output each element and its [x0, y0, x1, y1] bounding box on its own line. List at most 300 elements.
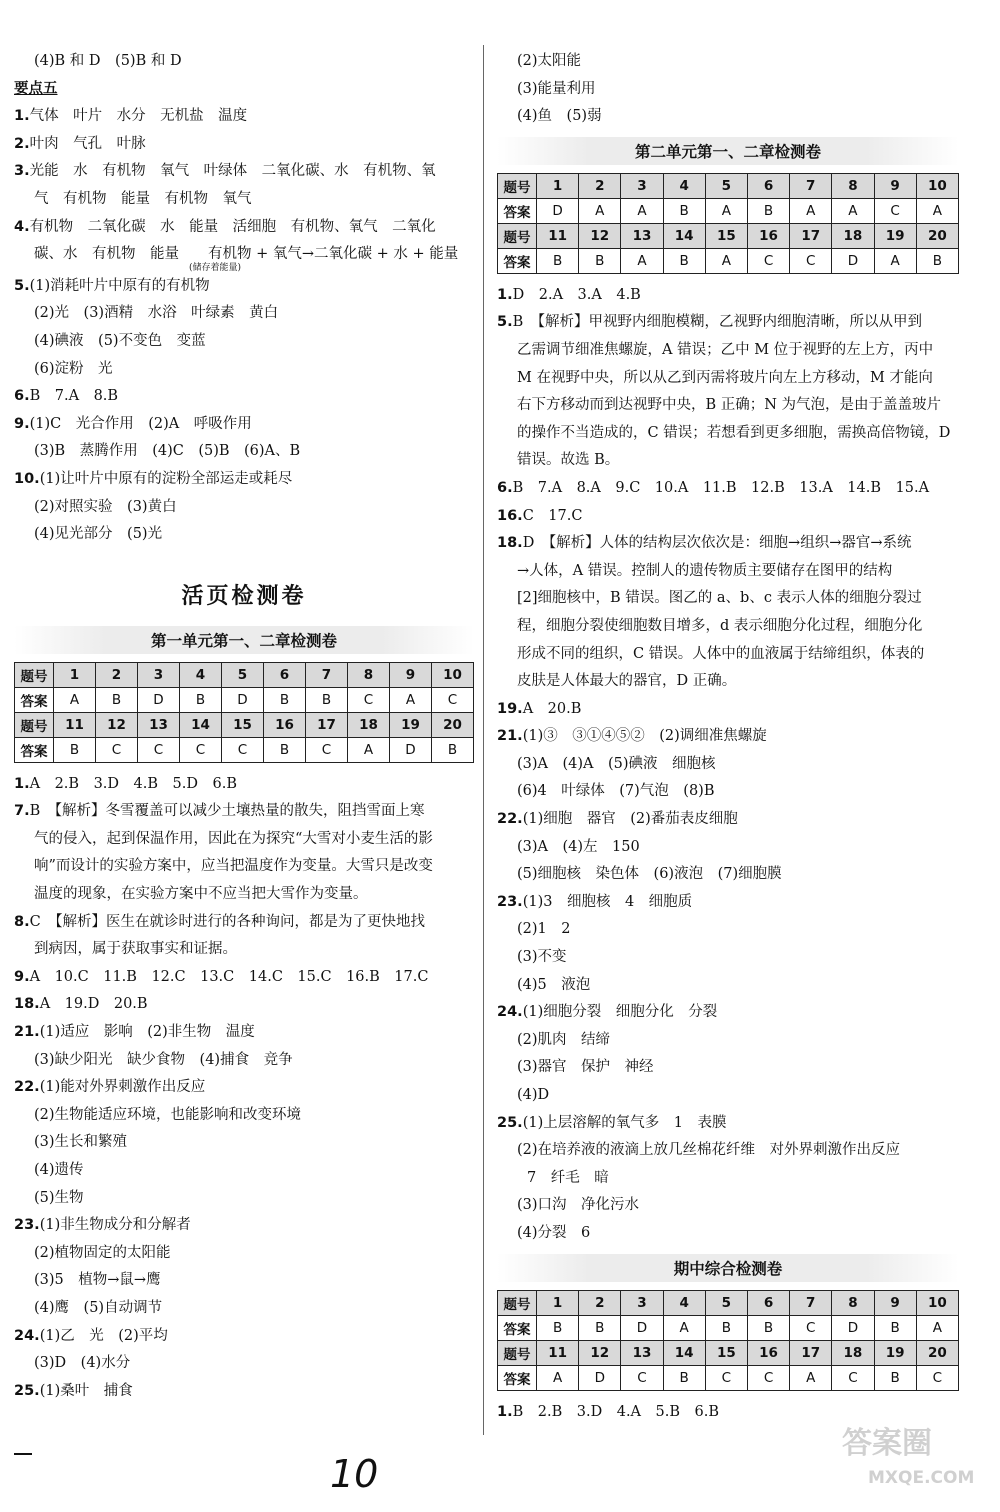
answer-line	[14, 826, 474, 854]
watermark-logo: 答案圈	[842, 1426, 932, 1461]
answer-text: 乙需调节细准焦螺旋，A 错误；乙中 M 位于视野的左上方，丙中	[517, 341, 934, 358]
question-number-cell: 7	[306, 662, 348, 687]
question-number-cell: 13	[621, 1340, 663, 1365]
answer-text: (2)肌肉 结缔	[517, 1031, 611, 1048]
answer-text: (4)D	[517, 1087, 550, 1103]
section1-lines	[14, 771, 474, 1406]
answer-line	[497, 861, 959, 889]
answer-text: (1)细胞分裂 细胞分化 分裂	[522, 1004, 718, 1021]
answer-cell: B	[54, 737, 96, 762]
answer-cell: A	[705, 248, 747, 273]
question-number-cell: 13	[621, 223, 663, 248]
answer-text: (3)不变	[517, 949, 567, 966]
answer-line	[497, 309, 959, 337]
row-label: 答案	[498, 1365, 537, 1390]
answer-line	[14, 1350, 474, 1378]
question-number-cell: 7	[790, 173, 832, 198]
answer-line	[14, 328, 474, 356]
answer-cell: A	[790, 198, 832, 223]
answer-text: 7 纤毛 暗	[527, 1169, 609, 1186]
answer-row	[498, 1315, 959, 1340]
answer-line	[14, 991, 474, 1019]
question-number-cell: 9	[874, 173, 916, 198]
question-number-cell: 13	[138, 712, 180, 737]
answer-cell: D	[390, 737, 432, 762]
answer-cell: B	[579, 1315, 621, 1340]
right-column	[497, 48, 959, 1426]
question-number-cell: 19	[874, 223, 916, 248]
question-number-cell: 11	[54, 712, 96, 737]
answer-text: (1)能对外界刺激作出反应	[39, 1079, 206, 1096]
answer-cell: A	[705, 198, 747, 223]
question-number-cell: 14	[663, 223, 705, 248]
question-number-cell: 2	[96, 662, 138, 687]
answer-cell: D	[222, 687, 264, 712]
answer-line	[14, 881, 474, 909]
question-number-row	[498, 173, 959, 198]
question-number: 6.	[14, 388, 30, 405]
answer-cell: A	[390, 687, 432, 712]
question-number-row	[498, 1340, 959, 1365]
answer-cell: C	[138, 737, 180, 762]
answer-line	[14, 411, 474, 439]
answer-line	[14, 273, 474, 301]
answer-cell: B	[432, 737, 474, 762]
answer-line	[497, 751, 959, 779]
answer-line	[497, 668, 959, 696]
answer-line	[14, 1323, 474, 1351]
answer-cell: A	[621, 248, 663, 273]
question-number: 21.	[14, 1024, 40, 1041]
question-number-cell: 1	[54, 662, 96, 687]
answer-row	[498, 248, 959, 273]
answer-cell: C	[348, 687, 390, 712]
handwritten-page-number: 10	[330, 1452, 379, 1496]
answer-cell: A	[537, 1365, 579, 1390]
question-number: 22.	[14, 1079, 40, 1096]
answer-cell: A	[832, 198, 874, 223]
key-point-lines	[14, 103, 474, 269]
question-number-cell: 5	[705, 1290, 747, 1315]
answer-line	[14, 964, 474, 992]
answer-line	[14, 853, 474, 881]
answer-line	[497, 834, 959, 862]
question-number-cell: 6	[747, 1290, 789, 1315]
question-number-cell: 8	[832, 1290, 874, 1315]
answer-text: (4)碘液 (5)不变色 变蓝	[34, 332, 206, 349]
section3-title: 期中综合检测卷	[497, 1254, 959, 1282]
answer-text: (3)B 蒸腾作用 (4)C (5)B (6)A、B	[34, 443, 301, 460]
answer-text: (2)太阳能	[517, 53, 582, 69]
answer-line	[497, 530, 959, 558]
answer-text: (6)淀粉 光	[34, 360, 113, 377]
answer-text: (3)D (4)水分	[34, 1355, 131, 1372]
answer-line	[497, 1110, 959, 1138]
question-number: 25.	[497, 1114, 523, 1131]
right-top-lines	[497, 48, 959, 131]
answer-cell: B	[306, 687, 348, 712]
answer-line	[14, 1019, 474, 1047]
footer-bar	[14, 1453, 32, 1455]
answer-line	[14, 1295, 474, 1323]
answer-line	[497, 641, 959, 669]
answer-cell: B	[180, 687, 222, 712]
answer-cell: D	[138, 687, 180, 712]
answer-line	[14, 1102, 474, 1130]
answer-cell: D	[579, 1365, 621, 1390]
answer-cell: C	[621, 1365, 663, 1390]
answer-line	[497, 613, 959, 641]
answer-line	[497, 1054, 959, 1082]
answer-cell: B	[663, 248, 705, 273]
question-number-cell: 5	[222, 662, 264, 687]
answer-cell: C	[747, 1365, 789, 1390]
question-number-cell: 1	[537, 173, 579, 198]
row-label: 答案	[498, 1315, 537, 1340]
question-number: 19.	[497, 700, 523, 717]
row-label: 题号	[498, 1290, 537, 1315]
answer-text: (2)在培养液的液滴上放几丝棉花纤维 对外界刺激作出反应	[517, 1142, 901, 1159]
answer-text: (3)缺少阳光 缺少食物 (4)捕食 竞争	[34, 1051, 293, 1068]
question-number: 24.	[497, 1004, 523, 1021]
question-number: 5.	[14, 277, 30, 294]
answer-line	[497, 48, 959, 76]
question-number-cell: 15	[705, 223, 747, 248]
answer-line	[14, 798, 474, 826]
question-number: 5.	[497, 314, 513, 331]
question-number: 24.	[14, 1327, 40, 1344]
answer-text: (1)非生物成分和分解者	[39, 1217, 191, 1234]
answer-text: A 19.D 20.B	[39, 996, 148, 1013]
section1-answer-table	[14, 662, 474, 763]
answer-line	[497, 1082, 959, 1110]
answer-row	[498, 198, 959, 223]
answer-line	[497, 778, 959, 806]
answer-text: B 2.B 3.D 4.A 5.B 6.B	[512, 1403, 720, 1420]
question-number-cell: 11	[537, 223, 579, 248]
answer-line	[497, 585, 959, 613]
answer-line	[14, 383, 474, 411]
question-number-cell: 9	[874, 1290, 916, 1315]
answer-line	[497, 1137, 959, 1165]
question-number-cell: 19	[874, 1340, 916, 1365]
answer-line	[497, 282, 959, 310]
answer-cell: D	[621, 1315, 663, 1340]
question-number: 2.	[14, 135, 30, 152]
question-number-cell: 14	[180, 712, 222, 737]
question-number-cell: 18	[832, 1340, 874, 1365]
question-number: 23.	[497, 893, 523, 910]
answer-text: D 【解析】人体的结构层次依次是：细胞→组织→器官→系统	[522, 535, 912, 552]
question-number-cell: 10	[916, 1290, 958, 1315]
question-number-cell: 3	[621, 173, 663, 198]
answer-text: (5)细胞核 染色体 (6)液泡 (7)细胞膜	[517, 866, 782, 883]
answer-line	[497, 420, 959, 448]
question-number: 18.	[14, 996, 40, 1013]
answer-line	[14, 494, 474, 522]
answer-text: 的操作不当造成的，C 错误；若想看到更多细胞，需换高倍物镜，D	[517, 424, 951, 441]
answer-line	[14, 103, 474, 131]
answer-text: 气体 叶片 水分 无机盐 温度	[29, 108, 248, 125]
answer-line	[14, 438, 474, 466]
question-number: 9.	[14, 415, 30, 432]
answer-text: 光能 水 有机物 氧气 叶绿体 二氧化碳、水 有机物、氧	[29, 163, 436, 180]
answer-line	[497, 889, 959, 917]
answer-text: 有机物 二氧化碳 水 能量 活细胞 有机物、氧气 二氧化	[29, 218, 436, 235]
answer-cell: B	[663, 1365, 705, 1390]
answer-line	[497, 337, 959, 365]
answer-cell: C	[432, 687, 474, 712]
answer-text: M 在视野中央，所以从乙到丙需将玻片向左上方移动，M 才能向	[517, 369, 933, 386]
answer-cell: D	[832, 1315, 874, 1340]
answer-cell: B	[264, 737, 306, 762]
answer-line	[497, 365, 959, 393]
row-label: 答案	[498, 248, 537, 273]
row-label: 答案	[15, 737, 54, 762]
answer-cell: A	[916, 198, 958, 223]
answer-line	[14, 936, 474, 964]
answer-cell: A	[916, 1315, 958, 1340]
answer-line	[497, 475, 959, 503]
question-number: 6.	[497, 479, 513, 496]
answer-line	[497, 103, 959, 131]
answer-text: (3)A (4)左 150	[517, 838, 640, 855]
answer-cell: A	[663, 1315, 705, 1340]
answer-cell: B	[264, 687, 306, 712]
question-number: 10.	[14, 470, 40, 487]
question-number: 1.	[497, 286, 513, 303]
question-number-cell: 3	[138, 662, 180, 687]
answer-row	[498, 1365, 959, 1390]
answer-text: (3)A (4)A (5)碘液 细胞核	[517, 755, 716, 772]
answer-text: (3)口沟 净化污水	[517, 1197, 640, 1214]
answer-text: (1)上层溶解的氧气多 1 表膜	[522, 1114, 727, 1131]
answer-text: (2)植物固定的太阳能	[34, 1244, 171, 1261]
answer-cell: C	[747, 248, 789, 273]
question-number: 18.	[497, 535, 523, 552]
answer-line	[14, 1212, 474, 1240]
answer-text: D 2.A 3.A 4.B	[512, 286, 641, 303]
question-number-cell: 10	[432, 662, 474, 687]
answer-cell: B	[96, 687, 138, 712]
answer-cell: A	[790, 1365, 832, 1390]
answer-cell: A	[579, 198, 621, 223]
answer-text: 气 有机物 能量 有机物 氧气	[34, 190, 252, 207]
column-divider	[483, 45, 484, 1435]
answer-text: A 10.C 11.B 12.C 13.C 14.C 15.C 16.B 17.C	[29, 968, 429, 985]
answer-cell: D	[832, 248, 874, 273]
question-number-cell: 1	[537, 1290, 579, 1315]
answer-cell: C	[832, 1365, 874, 1390]
answer-text: (4)5 液泡	[517, 976, 591, 993]
row-label: 题号	[498, 173, 537, 198]
question-number-cell: 15	[222, 712, 264, 737]
answer-text: B 【解析】甲视野内细胞模糊，乙视野内细胞清晰，所以从甲到	[512, 314, 923, 331]
answer-text: A 2.B 3.D 4.B 5.D 6.B	[29, 775, 237, 792]
section2-answer-table	[497, 173, 959, 274]
answer-text: 响”而设计的实验方案中，应当把温度作为变量。大雪只是改变	[34, 858, 433, 875]
question-number-cell: 9	[390, 662, 432, 687]
question-number-cell: 16	[264, 712, 306, 737]
left-top-lines	[14, 48, 474, 76]
question-number: 1.	[497, 1403, 513, 1420]
answer-cell: B	[537, 248, 579, 273]
question-number-cell: 4	[663, 1290, 705, 1315]
answer-text: (1)乙 光 (2)平均	[39, 1327, 168, 1344]
answer-cell: B	[663, 198, 705, 223]
answer-text: (2)生物能适应环境，也能影响和改变环境	[34, 1106, 302, 1123]
answer-text: 错误。故选 B。	[517, 452, 620, 469]
section2-lines	[497, 282, 959, 1248]
answer-cell: B	[874, 1315, 916, 1340]
answer-line	[497, 1220, 959, 1248]
answer-line	[497, 392, 959, 420]
answer-cell: B	[747, 198, 789, 223]
answer-text: (5)生物	[34, 1189, 84, 1206]
answer-line	[14, 48, 474, 76]
answer-line	[497, 944, 959, 972]
row-label: 题号	[498, 223, 537, 248]
left-column	[14, 48, 474, 1405]
question-number-cell: 12	[579, 223, 621, 248]
answer-text: (1)消耗叶片中原有的有机物	[29, 277, 210, 294]
answer-text: (4)遗传	[34, 1162, 84, 1178]
question-number-row	[498, 1290, 959, 1315]
answer-line	[14, 300, 474, 328]
question-number: 8.	[14, 913, 30, 930]
answer-line	[14, 1129, 474, 1157]
answer-cell: B	[705, 1315, 747, 1340]
question-number-cell: 5	[705, 173, 747, 198]
question-number: 7.	[14, 803, 30, 820]
answer-line	[14, 466, 474, 494]
question-number-cell: 4	[663, 173, 705, 198]
answer-text: (1)C 光合作用 (2)A 呼吸作用	[29, 415, 252, 432]
answer-cell: C	[96, 737, 138, 762]
answer-text: B 7.A 8.A 9.C 10.A 11.B 12.B 13.A 14.B 15.A	[512, 479, 930, 496]
answer-text: (1)细胞 器官 (2)番茄表皮细胞	[522, 811, 738, 828]
big-title: 活页检测卷	[181, 583, 307, 609]
question-number: 16.	[497, 507, 523, 524]
watermark-url: MXQE.COM	[868, 1468, 975, 1488]
answer-text: (3)5 植物→鼠→鹰	[34, 1272, 161, 1289]
answer-text: 形成不同的组织，C 错误。人体中的血液属于结缔组织，体表的	[517, 645, 925, 662]
answer-line	[497, 696, 959, 724]
answer-text: (4)鱼 (5)弱	[517, 108, 602, 125]
answer-cell: B	[747, 1315, 789, 1340]
answer-line	[14, 241, 474, 269]
answer-line	[14, 356, 474, 384]
question-number-cell: 2	[579, 173, 621, 198]
answer-line	[497, 558, 959, 586]
answer-cell: C	[705, 1365, 747, 1390]
answer-text: B 【解析】冬雪覆盖可以减少土壤热量的散失，阻挡雪面上寒	[29, 803, 425, 820]
row-label: 题号	[15, 662, 54, 687]
section3-answer-table	[497, 1290, 959, 1391]
answer-text: (6)4 叶绿体 (7)气泡 (8)B	[517, 783, 715, 800]
answer-text: (1)让叶片中原有的淀粉全部运走或耗尽	[39, 470, 293, 487]
question-number-cell: 12	[579, 1340, 621, 1365]
answer-line	[497, 503, 959, 531]
answer-cell: C	[790, 1315, 832, 1340]
answer-cell: B	[537, 1315, 579, 1340]
question-number-row	[15, 712, 474, 737]
answer-cell: B	[579, 248, 621, 273]
answer-text: 气的侵入，起到保温作用，因此在为探究“大雪对小麦生活的影	[34, 830, 433, 847]
answer-line	[14, 1378, 474, 1406]
answer-line	[497, 806, 959, 834]
question-number-cell: 11	[537, 1340, 579, 1365]
answer-row	[15, 737, 474, 762]
question-number-cell: 17	[790, 223, 832, 248]
answer-text: 碳、水 有机物 能量 有机物 + 氧气→二氧化碳 + 水 + 能量	[34, 246, 459, 263]
answer-text: (2)1 2	[517, 921, 571, 938]
row-label: 答案	[498, 198, 537, 223]
answer-line	[14, 1157, 474, 1185]
answer-text: (4)分裂 6	[517, 1224, 591, 1241]
question-number: 22.	[497, 811, 523, 828]
answer-text: (1)③ ③①④⑤② (2)调细准焦螺旋	[522, 728, 767, 745]
question-number: 1.	[14, 108, 30, 125]
question-number-cell: 20	[916, 1340, 958, 1365]
answer-text: 右下方移动而到达视野中央，B 正确；N 为气泡，是由于盖盖玻片	[517, 397, 942, 414]
answer-text: (3)器官 保护 神经	[517, 1059, 654, 1076]
answer-cell: B	[874, 1365, 916, 1390]
answer-cell: B	[916, 248, 958, 273]
question-number-row	[498, 223, 959, 248]
question-number-cell: 20	[432, 712, 474, 737]
section2-title: 第二单元第一、二章检测卷	[497, 137, 959, 165]
question-number-cell: 16	[747, 1340, 789, 1365]
answer-cell: C	[222, 737, 264, 762]
answer-line	[14, 771, 474, 799]
answer-cell: A	[54, 687, 96, 712]
question-number: 1.	[14, 775, 30, 792]
answer-text: (4)鹰 (5)自动调节	[34, 1299, 163, 1316]
answer-line	[14, 214, 474, 242]
answer-text: (4)B 和 D (5)B 和 D	[34, 53, 182, 69]
answer-line	[497, 447, 959, 475]
answer-text: 到病因，属于获取事实和证据。	[34, 941, 237, 958]
answer-text: →人体，A 错误。控制人的遗传物质主要储存在图甲的结构	[517, 562, 893, 579]
question-number: 25.	[14, 1382, 40, 1399]
question-number: 3.	[14, 163, 30, 180]
answer-line	[14, 1267, 474, 1295]
answer-text: (2)光 (3)酒精 水浴 叶绿素 黄白	[34, 305, 279, 322]
answer-text: 叶肉 气孔 叶脉	[29, 135, 146, 152]
question-number-cell: 19	[390, 712, 432, 737]
question-number-cell: 4	[180, 662, 222, 687]
answer-text: C 【解析】医生在就诊时进行的各种询问，都是为了更快地找	[29, 913, 425, 930]
answer-text: B 7.A 8.B	[29, 388, 119, 405]
answer-line	[14, 1185, 474, 1213]
answer-line	[497, 1165, 959, 1193]
answer-text: C 17.C	[522, 507, 583, 524]
answer-line	[14, 909, 474, 937]
answer-line	[14, 521, 474, 549]
answer-line	[14, 158, 474, 186]
answer-cell: C	[874, 198, 916, 223]
question-number-row	[15, 662, 474, 687]
answer-cell: A	[874, 248, 916, 273]
question-number: 23.	[14, 1217, 40, 1234]
answer-line	[497, 1027, 959, 1055]
question-number-cell: 16	[747, 223, 789, 248]
question-number-cell: 7	[790, 1290, 832, 1315]
answer-line	[14, 1240, 474, 1268]
answer-cell: C	[306, 737, 348, 762]
row-label: 题号	[498, 1340, 537, 1365]
